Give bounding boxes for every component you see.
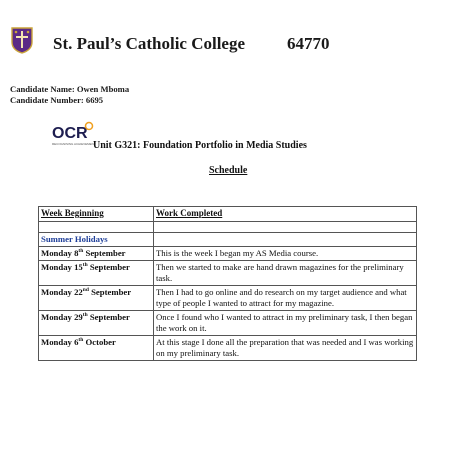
table-row [39, 247, 417, 261]
summer-holidays-label: Summer Holidays [39, 233, 154, 247]
section-row [39, 233, 417, 247]
ocr-logo [52, 121, 96, 147]
ocr-logo-tagline: RECOGNISING ACHIEVEMENT [52, 142, 96, 146]
work-cell: At this stage I done all the preparation that was needed and I was working on my preliminary task. [154, 336, 417, 361]
table-row [39, 261, 417, 286]
work-cell: Then we started to make are hand drawn magazines for the preliminary task. [154, 261, 417, 286]
centre-number: 64770 [287, 34, 330, 53]
college-crest-logo [10, 26, 34, 54]
work-cell: Then I had to go online and do research on my target audience and what type of people I wanted to attract for my magazine. [154, 286, 417, 311]
week-cell: Monday 29th September [39, 311, 154, 336]
candidate-number: Candidate Number: 6695 [10, 95, 104, 105]
schedule-table [38, 206, 417, 361]
table-row [39, 336, 417, 361]
candidate-name: Candidate Name: Owen Mboma [10, 84, 130, 94]
week-cell: Monday 15th September [39, 261, 154, 286]
table-row [39, 311, 417, 336]
school-name: St. Paul’s Catholic College [53, 34, 246, 53]
week-cell: Monday 22nd September [39, 286, 154, 311]
table-header-row [39, 207, 417, 222]
table-row [39, 286, 417, 311]
unit-title: Unit G321: Foundation Portfolio in Media Studies [93, 140, 307, 151]
schedule-heading: Schedule [209, 165, 248, 176]
week-cell: Monday 6th October [39, 336, 154, 361]
header-work-completed: Work Completed [154, 207, 417, 222]
work-cell: This is the week I began my AS Media course. [154, 247, 417, 261]
spacer-row [39, 222, 417, 233]
work-cell: Once I found who I wanted to attract in my preliminary task, I then began the work on it. [154, 311, 417, 336]
week-cell: Monday 8th September [39, 247, 154, 261]
header-week-beginning: Week Beginning [39, 207, 154, 222]
ocr-logo-text: OCR [52, 125, 88, 142]
